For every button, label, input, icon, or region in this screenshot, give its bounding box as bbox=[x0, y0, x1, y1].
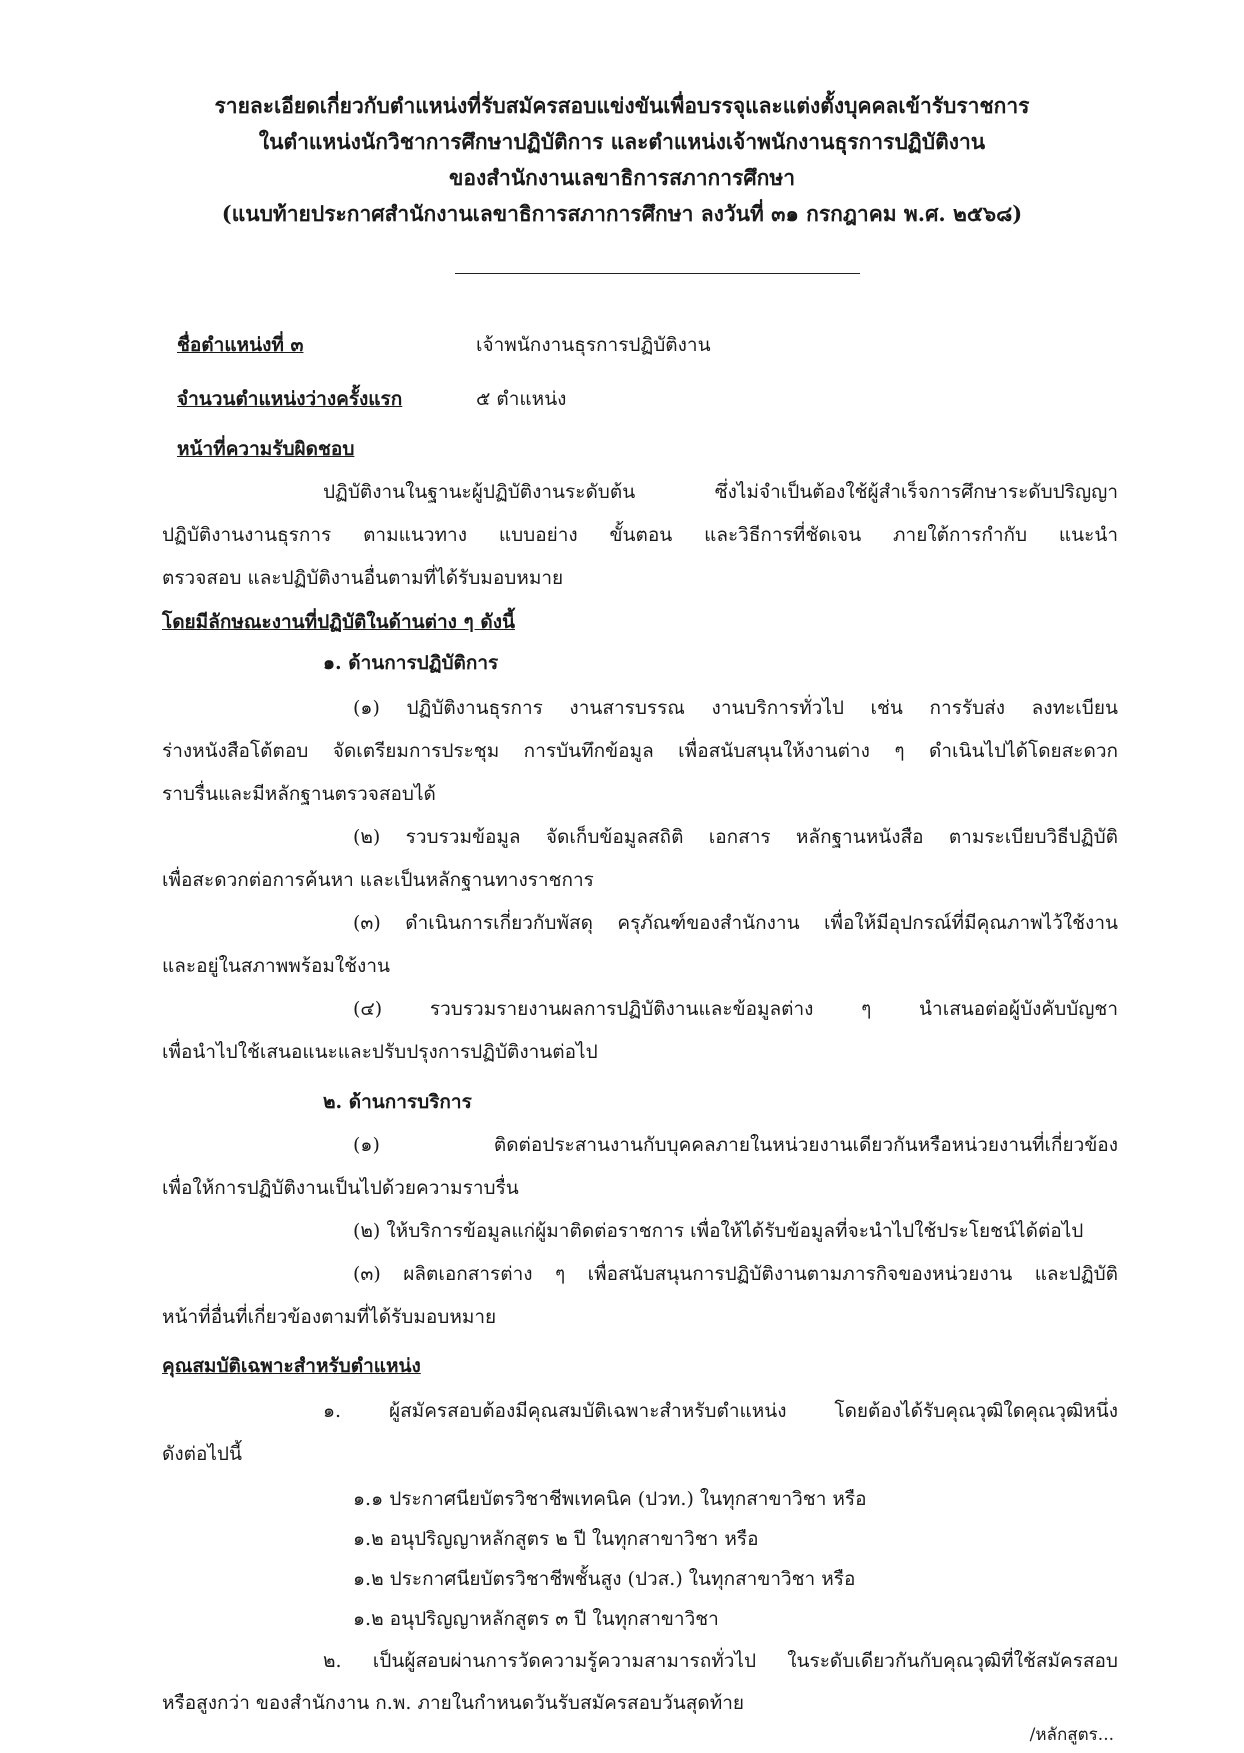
duties-heading: หน้าที่ความรับผิดชอบ bbox=[177, 438, 355, 460]
work-s1-item1-line3: ราบรื่นและมีหลักฐานตรวจสอบได้ bbox=[162, 783, 436, 805]
work-s1-item2-line2: เพื่อสะดวกต่อการค้นหา และเป็นหลักฐานทางราชการ bbox=[162, 869, 594, 891]
work-s1-item4-line2: เพื่อนำไปใช้เสนอแนะและปรับปรุงการปฏิบัติงานต่อไป bbox=[162, 1041, 598, 1063]
work-s1-item2-line1: (๒) รวบรวมข้อมูล จัดเก็บข้อมูลสถิติ เอกสาร หลักฐานหนังสือ ตามระเบียบวิธีปฏิบัติ bbox=[353, 826, 1118, 848]
duties-text-3: ตรวจสอบ และปฏิบัติงานอื่นตามที่ได้รับมอบหมาย bbox=[162, 567, 564, 589]
work-section-2-title: ๒. ด้านการบริการ bbox=[323, 1091, 472, 1113]
qualification-2-line1: ๒. เป็นผู้สอบผ่านการวัดความรู้ความสามารถทั่วไป ในระดับเดียวกันกับคุณวุฒิที่ใช้สมัครสอบ bbox=[323, 1650, 1118, 1672]
work-s1-item1-line2: ร่างหนังสือโต้ตอบ จัดเตรียมการประชุม การบันทึกข้อมูล เพื่อสนับสนุนให้งานต่าง ๆ ดำเนินไปได้โดยสะดวก bbox=[162, 740, 1118, 762]
work-s2-item2-line1: (๒) ให้บริการข้อมูลแก่ผู้มาติดต่อราชการ เพื่อให้ได้รับข้อมูลที่จะนำไปใช้ประโยชน์ได้ต่อไป bbox=[353, 1220, 1084, 1242]
vacancy-value: ๕ ตำแหน่ง bbox=[476, 388, 567, 410]
header-line-3: ของสำนักงานเลขาธิการสภาการศึกษา bbox=[448, 165, 796, 190]
header-divider bbox=[455, 273, 860, 274]
work-s1-item1-line1: (๑) ปฏิบัติงานธุรการ งานสารบรรณ งานบริการทั่วไป เช่น การรับส่ง ลงทะเบียน bbox=[353, 697, 1118, 719]
header-line-4: (แนบท้ายประกาศสำนักงานเลขาธิการสภาการศึกษา ลงวันที่ ๓๑ กรกฎาคม พ.ศ. ๒๕๖๘) bbox=[221, 201, 1023, 226]
work-section-1-title: ๑. ด้านการปฏิบัติการ bbox=[323, 652, 499, 674]
work-s1-item4-line1: (๔) รวบรวมรายงานผลการปฏิบัติงานและข้อมูลต่าง ๆ นำเสนอต่อผู้บังคับบัญชา bbox=[353, 998, 1118, 1020]
qualification-1-3: ๑.๒ ประกาศนียบัตรวิชาชีพชั้นสูง (ปวส.) ในทุกสาขาวิชา หรือ bbox=[353, 1568, 856, 1590]
work-s2-item3-line2: หน้าที่อื่นที่เกี่ยวข้องตามที่ได้รับมอบหมาย bbox=[162, 1306, 497, 1328]
qualification-1-2: ๑.๒ อนุปริญญาหลักสูตร ๒ ปี ในทุกสาขาวิชา หรือ bbox=[353, 1528, 759, 1550]
qualification-1-line2: ดังต่อไปนี้ bbox=[162, 1443, 242, 1465]
qualification-1-1: ๑.๑ ประกาศนียบัตรวิชาชีพเทคนิค (ปวท.) ในทุกสาขาวิชา หรือ bbox=[353, 1488, 867, 1510]
duties-text-1: ปฏิบัติงานในฐานะผู้ปฏิบัติงานระดับต้น ซึ่งไม่จำเป็นต้องใช้ผู้สำเร็จการศึกษาระดับปริญญา bbox=[323, 481, 1118, 503]
continuation-note: /หลักสูตร... bbox=[1029, 1725, 1114, 1745]
qualifications-heading: คุณสมบัติเฉพาะสำหรับตำแหน่ง bbox=[162, 1355, 421, 1377]
position-name-label: ชื่อตำแหน่งที่ ๓ bbox=[177, 334, 304, 356]
work-heading: โดยมีลักษณะงานที่ปฏิบัติในด้านต่าง ๆ ดังนี้ bbox=[162, 611, 515, 633]
header-line-2: ในตำแหน่งนักวิชาการศึกษาปฏิบัติการ และตำแหน่งเจ้าพนักงานธุรการปฏิบัติงาน bbox=[258, 129, 986, 154]
vacancy-label: จำนวนตำแหน่งว่างครั้งแรก bbox=[177, 388, 403, 410]
qualification-1-line1: ๑. ผู้สมัครสอบต้องมีคุณสมบัติเฉพาะสำหรับตำแหน่ง โดยต้องได้รับคุณวุฒิใดคุณวุฒิหนึ่ง bbox=[323, 1400, 1118, 1422]
work-s1-item3-line1: (๓) ดำเนินการเกี่ยวกับพัสดุ ครุภัณฑ์ของสำนักงาน เพื่อให้มีอุปกรณ์ที่มีคุณภาพไว้ใช้งาน bbox=[353, 912, 1118, 934]
duties-text-2: ปฏิบัติงานงานธุรการ ตามแนวทาง แบบอย่าง ขั้นตอน และวิธีการที่ชัดเจน ภายใต้การกำกับ แนะนำ bbox=[162, 524, 1118, 546]
work-s2-item1-line1: (๑) ติดต่อประสานงานกับบุคคลภายในหน่วยงานเดียวกันหรือหน่วยงานที่เกี่ยวข้อง bbox=[353, 1134, 1118, 1156]
qualification-2-line2: หรือสูงกว่า ของสำนักงาน ก.พ. ภายในกำหนดวันรับสมัครสอบวันสุดท้าย bbox=[162, 1692, 745, 1714]
work-s2-item3-line1: (๓) ผลิตเอกสารต่าง ๆ เพื่อสนับสนุนการปฏิบัติงานตามภารกิจของหน่วยงาน และปฏิบัติ bbox=[353, 1263, 1118, 1285]
position-name-value: เจ้าพนักงานธุรการปฏิบัติงาน bbox=[476, 334, 711, 356]
work-s2-item1-line2: เพื่อให้การปฏิบัติงานเป็นไปด้วยความราบรื่น bbox=[162, 1177, 519, 1199]
qualification-1-4: ๑.๒ อนุปริญญาหลักสูตร ๓ ปี ในทุกสาขาวิชา bbox=[353, 1608, 719, 1630]
header-line-1: รายละเอียดเกี่ยวกับตำแหน่งที่รับสมัครสอบแข่งขันเพื่อบรรจุและแต่งตั้งบุคคลเข้ารับราชการ bbox=[214, 93, 1030, 118]
document-header bbox=[0, 88, 1244, 232]
work-s1-item3-line2: และอยู่ในสภาพพร้อมใช้งาน bbox=[162, 955, 390, 977]
